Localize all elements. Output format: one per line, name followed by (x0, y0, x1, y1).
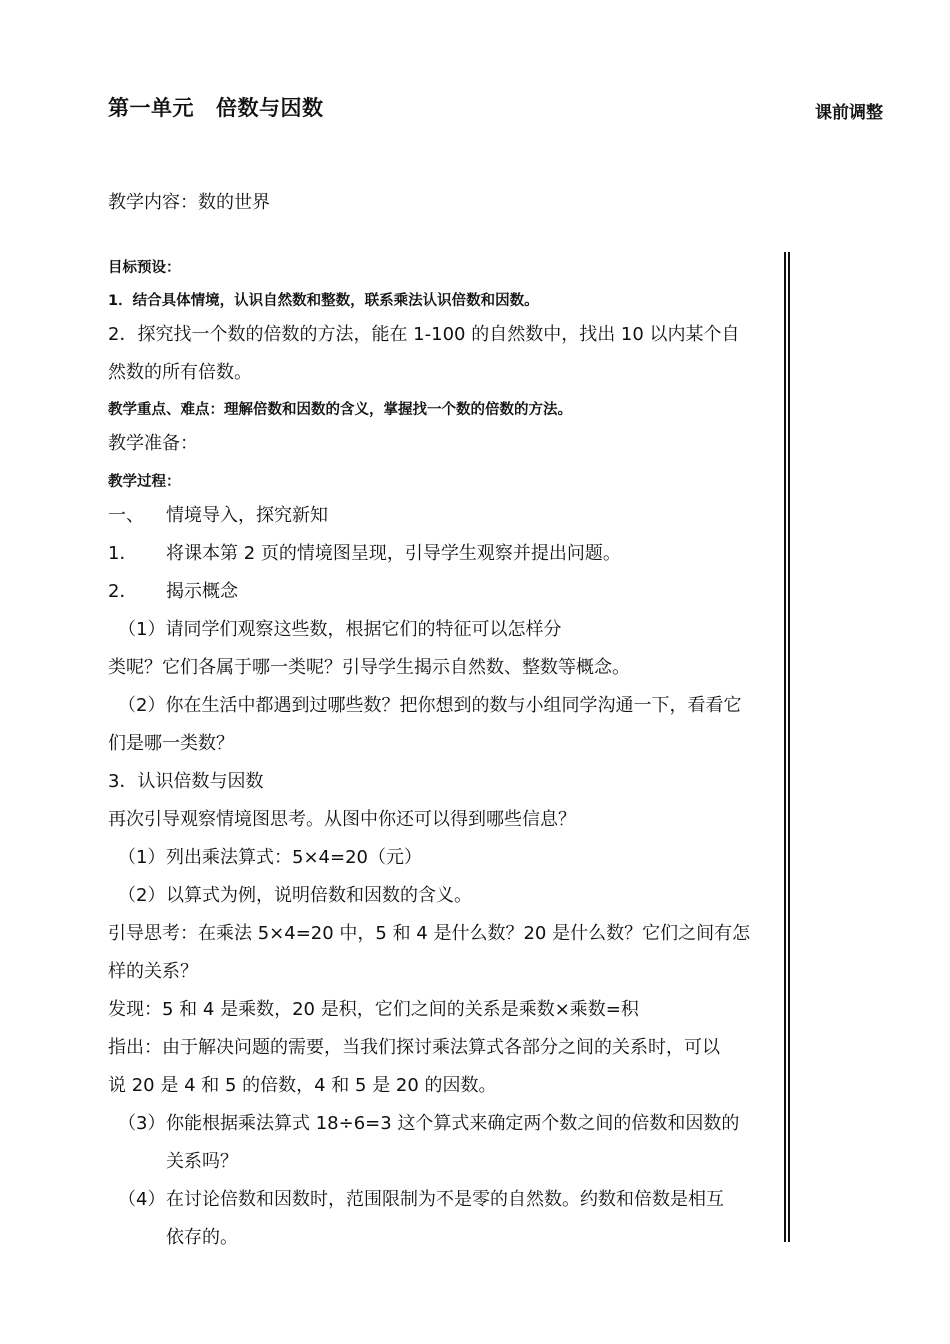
step-1 (108, 539, 621, 565)
sub-item-2 (118, 881, 472, 907)
step-3: 3．认识倍数与因数 (108, 771, 264, 792)
guided-thinking-line-1: 引导思考：在乘法 5×4=20 中，5 和 4 是什么数？20 是什么数？它们之间有怎 (108, 923, 751, 944)
step-1-number: 1． (108, 543, 138, 564)
sub-item-1-text: 列出乘法算式：5×4=20（元） (166, 847, 422, 868)
guided-thinking-line-2: 样的关系？ (108, 961, 198, 982)
step-1-text: 将课本第 2 页的情境图呈现，引导学生观察并提出问题。 (166, 543, 621, 564)
question-2-line-1: （2）你在生活中都遇到过哪些数？把你想到的数与小组同学沟通一下，看看它 (118, 695, 742, 716)
question-1-line-1: （1）请同学们观察这些数，根据它们的特征可以怎样分 (118, 619, 562, 640)
sub-item-1 (118, 843, 422, 869)
unit-topic: 倍数与因数 (216, 96, 324, 120)
side-column-title: 课前调整 (815, 103, 883, 123)
sub-item-2-number: （2） (118, 885, 166, 906)
sub-item-3-number: （3） (118, 1113, 166, 1134)
page-title (108, 92, 324, 122)
sub-item-4-number: （4） (118, 1189, 166, 1210)
sub-item-4 (118, 1185, 724, 1211)
sub-item-3 (118, 1109, 739, 1135)
question-2-line-2: 们是哪一类数？ (108, 733, 234, 754)
section-1-text: 情境导入，探究新知 (166, 505, 328, 526)
key-points: 教学重点、难点：理解倍数和因数的含义，掌握找一个数的倍数的方法。 (108, 402, 572, 418)
column-divider (784, 252, 790, 1242)
sub-item-3-text-line-1: 你能根据乘法算式 18÷6=3 这个算式来确定两个数之间的倍数和因数的 (166, 1113, 740, 1134)
preparation-label: 教学准备： (108, 433, 198, 454)
process-heading: 教学过程： (108, 474, 181, 490)
question-1-line-2: 类呢？它们各属于哪一类呢？引导学生揭示自然数、整数等概念。 (108, 657, 630, 678)
point-out-line-2: 说 20 是 4 和 5 的倍数，4 和 5 是 20 的因数。 (108, 1075, 497, 1096)
point-out-line-1: 指出：由于解决问题的需要，当我们探讨乘法算式各部分之间的关系时，可以 (108, 1037, 720, 1058)
sub-item-1-number: （1） (118, 847, 166, 868)
sub-item-3-text-line-2: 关系吗？ (166, 1151, 238, 1172)
guide-observation: 再次引导观察情境图思考。从图中你还可以得到哪些信息？ (108, 809, 576, 830)
goal-heading: 目标预设： (108, 260, 181, 276)
section-1-number: 一、 (108, 505, 144, 526)
discovery: 发现：5 和 4 是乘数，20 是积，它们之间的关系是乘数×乘数=积 (108, 999, 639, 1020)
sub-item-4-text-line-1: 在讨论倍数和因数时，范围限制为不是零的自然数。约数和倍数是相互 (166, 1189, 724, 1210)
section-1 (108, 501, 328, 527)
goal-item-1: 1．结合具体情境，认识自然数和整数，联系乘法认识倍数和因数。 (108, 293, 539, 309)
goal-item-2-line-1: 2．探究找一个数的倍数的方法，能在 1-100 的自然数中，找出 10 以内某个自 (108, 324, 740, 345)
sub-item-4-text-line-2: 依存的。 (166, 1227, 238, 1248)
teaching-content-label: 教学内容：数的世界 (108, 192, 270, 213)
step-2 (108, 577, 238, 603)
sub-item-2-text: 以算式为例，说明倍数和因数的含义。 (166, 885, 472, 906)
goal-item-2-line-2: 然数的所有倍数。 (108, 362, 252, 383)
step-2-number: 2． (108, 581, 138, 602)
step-2-text: 揭示概念 (166, 581, 238, 602)
unit-label: 第一单元 (108, 96, 194, 120)
